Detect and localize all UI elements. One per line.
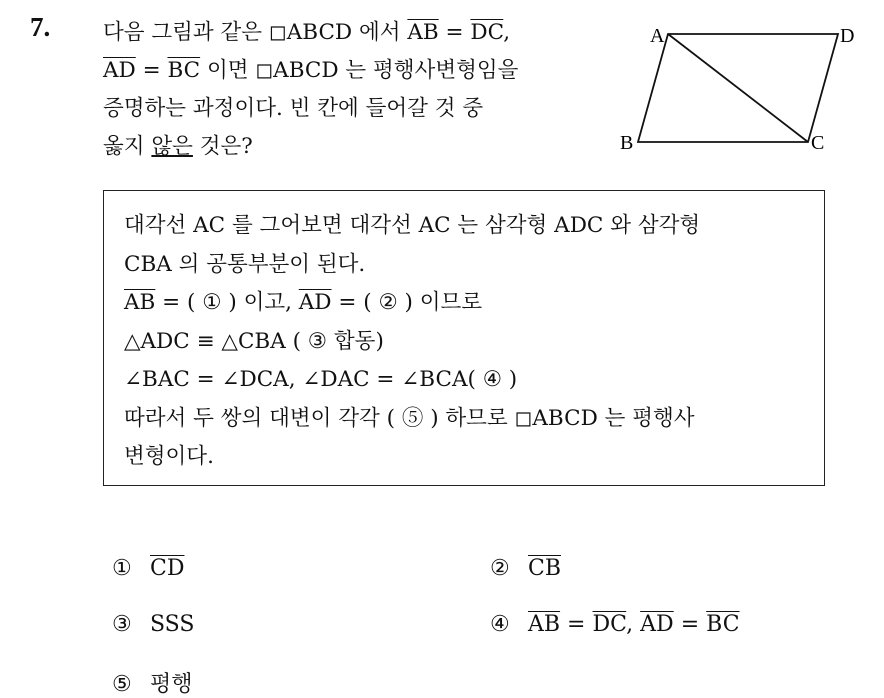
choice-number: ① <box>112 556 132 581</box>
proof-box <box>103 190 825 486</box>
proof-text <box>124 207 806 477</box>
segment-ad: $\overline{AD}$ <box>640 612 674 637</box>
vertex-label-c: C <box>811 132 825 154</box>
proof-line-2: CBA 의 공통부분이 된다. <box>124 251 366 277</box>
segment-ab: $\overline{AB}$ <box>124 290 156 315</box>
vertex-label-d: D <box>840 25 855 47</box>
choice-3[interactable] <box>112 612 194 637</box>
choice-4[interactable]: ④ $\overline{AB} = \overline{DC}$, $\overline{AD} = \overline{BC}$ <box>490 612 740 637</box>
choice-1[interactable] <box>112 556 184 581</box>
choice-value: 평행 <box>150 672 193 697</box>
stem-line-3: 증명하는 과정이다. 빈 칸에 들어갈 것 중 <box>103 96 484 121</box>
proof-line-1: 대각선 AC 를 그어보면 대각선 AC 는 삼각형 ADC 와 삼각형 <box>124 213 701 238</box>
question-number: 7. <box>30 12 51 42</box>
vertex-label-b: B <box>620 132 634 154</box>
diagonal-ac <box>668 34 808 142</box>
parallelogram-diagram <box>612 18 872 158</box>
choice-2[interactable] <box>490 556 561 581</box>
parallelogram-figure <box>612 18 872 158</box>
segment-dc: $\overline{DC}$ <box>470 20 504 45</box>
segment-dc: $\overline{DC}$ <box>592 612 627 637</box>
segment-ad: $\overline{AD}$ <box>298 290 332 315</box>
stem-line-1: 다음 그림과 같은 ◻ABCD 에서 $\overline{AB} = \overline{DC}$, <box>103 20 511 45</box>
vertex-label-a: A <box>650 25 665 47</box>
proof-line-3: $\overline{AB}$ = ( ① ) 이고, $\overline{AD}$ = ( ② ) 이므로 <box>124 290 483 315</box>
stem-line-4: 옳지 않은 것은? <box>103 134 253 159</box>
choice-value: SSS <box>150 612 195 637</box>
choice-value: $\overline{CD}$ <box>150 556 185 581</box>
choice-number: ③ <box>112 612 132 637</box>
stem-line-2: $\overline{AD} = \overline{BC}$ 이면 ◻ABCD 는 평행사변형임을 <box>103 58 519 83</box>
segment-ad: $\overline{AD}$ <box>103 58 136 83</box>
choice-number: ④ <box>490 612 510 637</box>
choice-number: ⑤ <box>112 672 132 697</box>
choice-value: $\overline{CB}$ <box>528 556 561 581</box>
question-stem <box>103 14 603 166</box>
proof-line-4: △ADC ≡ △CBA ( ③ 합동) <box>124 328 384 354</box>
segment-bc: $\overline{BC}$ <box>167 58 201 83</box>
proof-line-5: ∠BAC = ∠DCA, ∠DAC = ∠BCA( ④ ) <box>124 367 518 392</box>
proof-line-7: 변형이다. <box>124 444 214 469</box>
underlined-word: 않은 <box>151 134 193 159</box>
segment-ab: $\overline{AB}$ <box>528 612 561 637</box>
segment-ab: $\overline{AB}$ <box>407 20 439 45</box>
proof-line-6: 따라서 두 쌍의 대변이 각각 ( ⑤ ) 하므로 ◻ABCD 는 평행사 <box>124 405 695 431</box>
choice-number: ② <box>490 556 510 581</box>
choice-5[interactable] <box>112 667 193 698</box>
segment-bc: $\overline{BC}$ <box>706 612 740 637</box>
